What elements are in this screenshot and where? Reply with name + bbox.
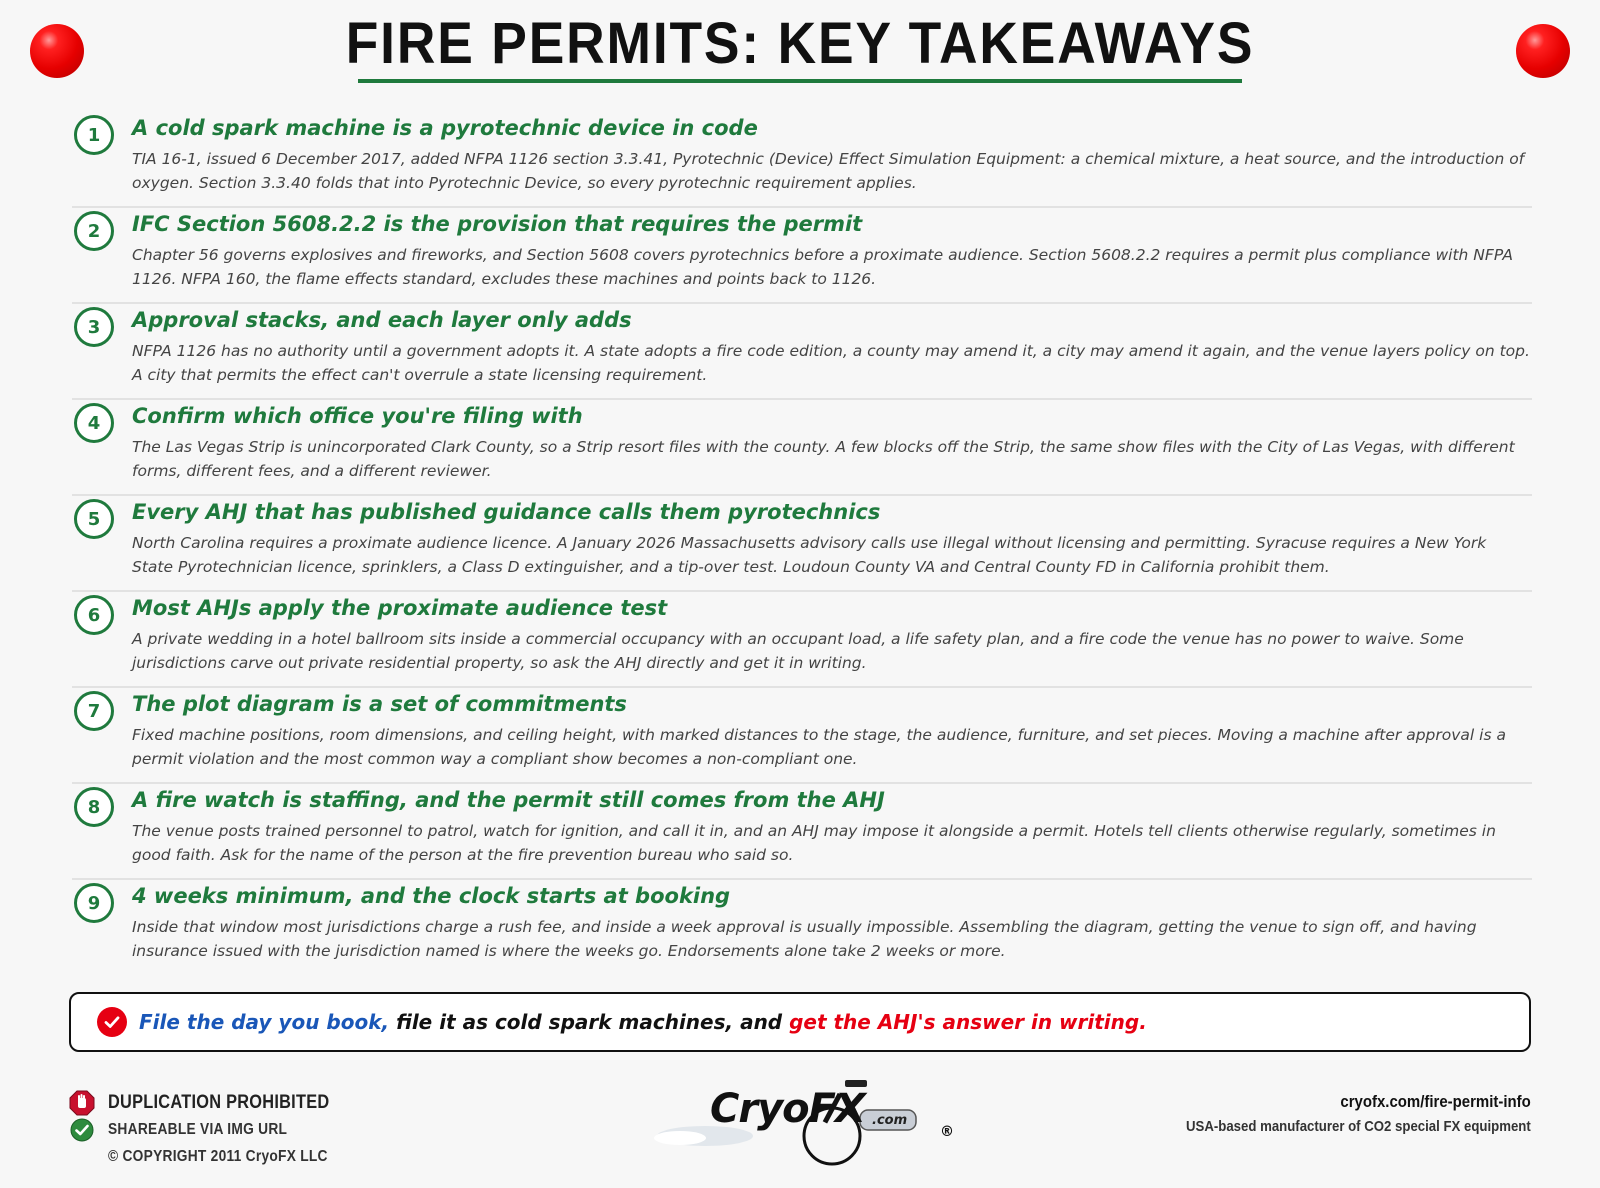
copyright-text: © COPYRIGHT 2011 CryoFX LLC xyxy=(108,1148,328,1165)
summary-callout xyxy=(69,992,1531,1052)
takeaway-body: A private wedding in a hotel ballroom sits inside a commercial occupancy with an occupant load, a life safety plan, and a fire code the venue has no power to waive. Some jurisdictions carve out private residential property, so ask the AHJ directly and get it in writing. xyxy=(132,630,1464,672)
item-number-badge: 3 xyxy=(74,307,114,347)
takeaway-item xyxy=(72,592,1532,688)
item-number-badge: 6 xyxy=(74,595,114,635)
title-underline xyxy=(358,79,1242,83)
page-title: FIRE PERMITS: KEY TAKEAWAYS xyxy=(345,11,1255,76)
takeaway-item xyxy=(72,208,1532,304)
callout-text-black: file it as cold spark machines, and xyxy=(389,1010,790,1034)
item-number-badge: 5 xyxy=(74,499,114,539)
takeaway-body: NFPA 1126 has no authority until a government adopts it. A state adopts a fire code edition, a county may amend it, a city may amend it again, and the venue layers policy on top. A city that permits the effect can't overrule a state licensing requirement. xyxy=(132,342,1530,384)
duplication-prohibited-text: DUPLICATION PROHIBITED xyxy=(108,1092,330,1113)
callout-text-red: get the AHJ's answer in writing. xyxy=(789,1010,1147,1034)
footer-contact xyxy=(1139,1092,1531,1135)
takeaway-title: Approval stacks, and each layer only adds xyxy=(132,308,632,332)
takeaway-title: 4 weeks minimum, and the clock starts at booking xyxy=(132,884,731,908)
takeaway-title: The plot diagram is a set of commitments xyxy=(132,692,627,716)
takeaway-title: Most AHJs apply the proximate audience test xyxy=(132,596,668,620)
item-number-badge: 1 xyxy=(74,115,114,155)
takeaway-item xyxy=(72,304,1532,400)
stop-hand-icon xyxy=(69,1090,95,1116)
footer-notices xyxy=(69,1090,365,1171)
logo-wordmark: CryoFX xyxy=(710,1086,865,1132)
takeaway-body: Chapter 56 governs explosives and fireworks, and Section 5608 covers pyrotechnics before a proximate audience. Section 5608.2.2 requires a permit plus compliance with NFPA 1126. NFPA 160, the flame effects standard, excludes these machines and points back to 1126. xyxy=(132,246,1513,288)
footer-tagline: USA-based manufacturer of CO2 special FX equipment xyxy=(1186,1118,1531,1135)
takeaway-item xyxy=(72,400,1532,496)
callout-text-blue: File the day you book, xyxy=(139,1010,390,1034)
item-number-badge: 7 xyxy=(74,691,114,731)
takeaway-title: IFC Section 5608.2.2 is the provision that requires the permit xyxy=(132,212,863,236)
item-number-badge: 2 xyxy=(74,211,114,251)
item-number-badge: 8 xyxy=(74,787,114,827)
logo-com: .com xyxy=(872,1113,908,1128)
registered-mark: ® xyxy=(940,1124,954,1140)
takeaway-item xyxy=(72,496,1532,592)
takeaway-body: Inside that window most jurisdictions charge a rush fee, and inside a week approval is usually impossible. Assembling the diagram, getting the venue to sign off, and having insurance issued with the jurisdiction named is where the weeks go. Endorsements alone take 2 weeks or more. xyxy=(132,918,1477,960)
item-number-badge: 4 xyxy=(74,403,114,443)
takeaway-body: TIA 16-1, issued 6 December 2017, added NFPA 1126 section 3.3.41, Pyrotechnic (Device) Effect Simulation Equipment: a chemical mixture, a heat source, and the introduction of oxygen. Section 3.3.40 folds that into Pyrotechnic Device, so every pyrotechnic requirement applies. xyxy=(132,150,1525,192)
takeaway-title: A fire watch is staffing, and the permit still comes from the AHJ xyxy=(132,788,885,812)
check-circle-icon xyxy=(97,1007,127,1037)
takeaway-item xyxy=(72,112,1532,208)
item-number-badge: 9 xyxy=(74,883,114,923)
green-check-icon xyxy=(69,1117,95,1143)
takeaways-list xyxy=(72,112,1532,976)
cryofx-logo xyxy=(650,1068,960,1168)
takeaway-body: The venue posts trained personnel to patrol, watch for ignition, and call it in, and an AHJ may impose it alongside a permit. Hotels tell clients otherwise regularly, sometimes in good faith. Ask for the name of the person at the fire prevention bureau who said so. xyxy=(132,822,1496,864)
takeaway-title: A cold spark machine is a pyrotechnic device in code xyxy=(132,116,758,140)
takeaway-body: North Carolina requires a proximate audience licence. A January 2026 Massachusetts advisory calls use illegal without licensing and permitting. Syracuse requires a New York State Pyrotechnician licence, sprinklers, a Class D extinguisher, and a tip-over test. Loudoun County VA and Central County FD in California prohibit them. xyxy=(132,534,1487,576)
shareable-text: SHAREABLE VIA IMG URL xyxy=(108,1121,288,1138)
takeaway-item xyxy=(72,880,1532,976)
takeaway-title: Confirm which office you're filing with xyxy=(132,404,583,428)
takeaway-title: Every AHJ that has published guidance calls them pyrotechnics xyxy=(132,500,881,524)
takeaway-item xyxy=(72,688,1532,784)
takeaway-body: Fixed machine positions, room dimensions, and ceiling height, with marked distances to the stage, the audience, furniture, and set pieces. Moving a machine after approval is a permit violation and the most common way a compliant show becomes a non-compliant one. xyxy=(132,726,1506,768)
footer-url-link[interactable]: cryofx.com/fire-permit-info xyxy=(1340,1092,1531,1111)
takeaway-item xyxy=(72,784,1532,880)
takeaway-body: The Las Vegas Strip is unincorporated Clark County, so a Strip resort files with the county. A few blocks off the Strip, the same show files with the City of Las Vegas, with different forms, different fees, and a different reviewer. xyxy=(132,438,1515,480)
